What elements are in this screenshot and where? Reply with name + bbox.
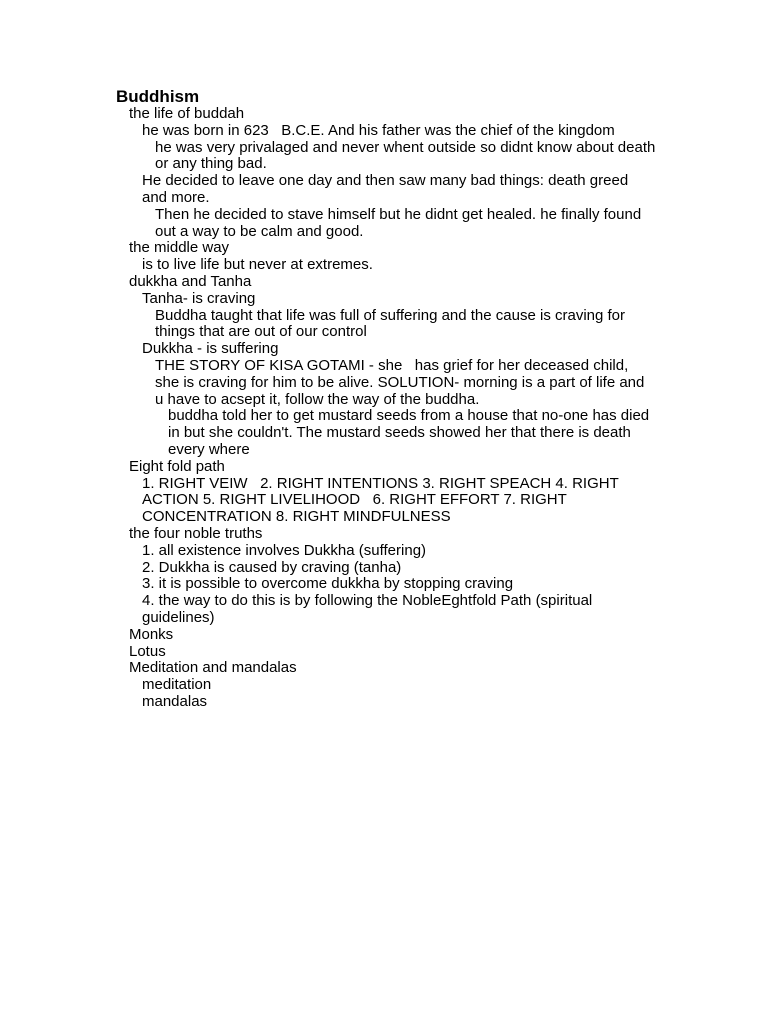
outline-item: Buddha taught that life was full of suffering and the cause is craving for things that are out of our control bbox=[155, 306, 630, 341]
outline-item: 1. RIGHT VEIW 2. RIGHT INTENTIONS 3. RIGHT SPEACH 4. RIGHT ACTION 5. RIGHT LIVELIHOOD 6. RIGHT EFFORT 7. RIGHT CONCENTRATION 8. RIGHT MINDFULNESS bbox=[142, 474, 622, 526]
outline-item: Dukkha - is suffering bbox=[142, 340, 279, 358]
outline-item: Lotus bbox=[129, 642, 166, 660]
outline-item: Meditation and mandalas bbox=[129, 659, 297, 677]
outline-item: Then he decided to stave himself but he didnt get healed. he finally found out a way to be calm and good. bbox=[155, 205, 646, 240]
outline-item: buddha told her to get mustard seeds from a house that no-one has died in but she couldn't. The mustard seeds showed her that there is death every where bbox=[168, 407, 654, 458]
outline-item: THE STORY OF KISA GOTAMI - she has grief for her deceased child, she is craving for him to be alive. SOLUTION- morning is a part of life and u have to acsept it, follow the way of the buddha. bbox=[155, 356, 649, 408]
outline-item: Eight fold path bbox=[129, 457, 225, 475]
outline-item: the life of buddah bbox=[129, 105, 245, 122]
outline-item: he was very privalaged and never whent outside so didnt know about death or any thing bad. bbox=[155, 138, 660, 173]
outline-item: he was born in 623 B.C.E. And his father was the chief of the kingdom bbox=[142, 121, 615, 139]
outline-item: Monks bbox=[129, 625, 174, 643]
outline-item: 4. the way to do this is by following the NobleEghtfold Path (spiritual guidelines) bbox=[142, 592, 597, 626]
outline-item: meditation bbox=[142, 676, 212, 694]
outline-item: He decided to leave one day and then saw many bad things: death greed and more. bbox=[142, 172, 633, 206]
document-title: Buddhism bbox=[116, 87, 200, 106]
outline-item: 3. it is possible to overcome dukkha by stopping craving bbox=[142, 575, 514, 593]
outline-item: is to live life but never at extremes. bbox=[142, 256, 373, 274]
outline-item: the four noble truths bbox=[129, 524, 263, 542]
outline-item: mandalas bbox=[142, 692, 208, 710]
outline-item: the middle way bbox=[129, 239, 230, 257]
outline-item: 2. Dukkha is caused by craving (tanha) bbox=[142, 558, 402, 576]
outline-item: Tanha- is craving bbox=[142, 289, 256, 307]
outline-item: 1. all existence involves Dukkha (suffering) bbox=[142, 541, 427, 559]
outline-item: dukkha and Tanha bbox=[129, 272, 252, 290]
outline bbox=[116, 87, 660, 711]
